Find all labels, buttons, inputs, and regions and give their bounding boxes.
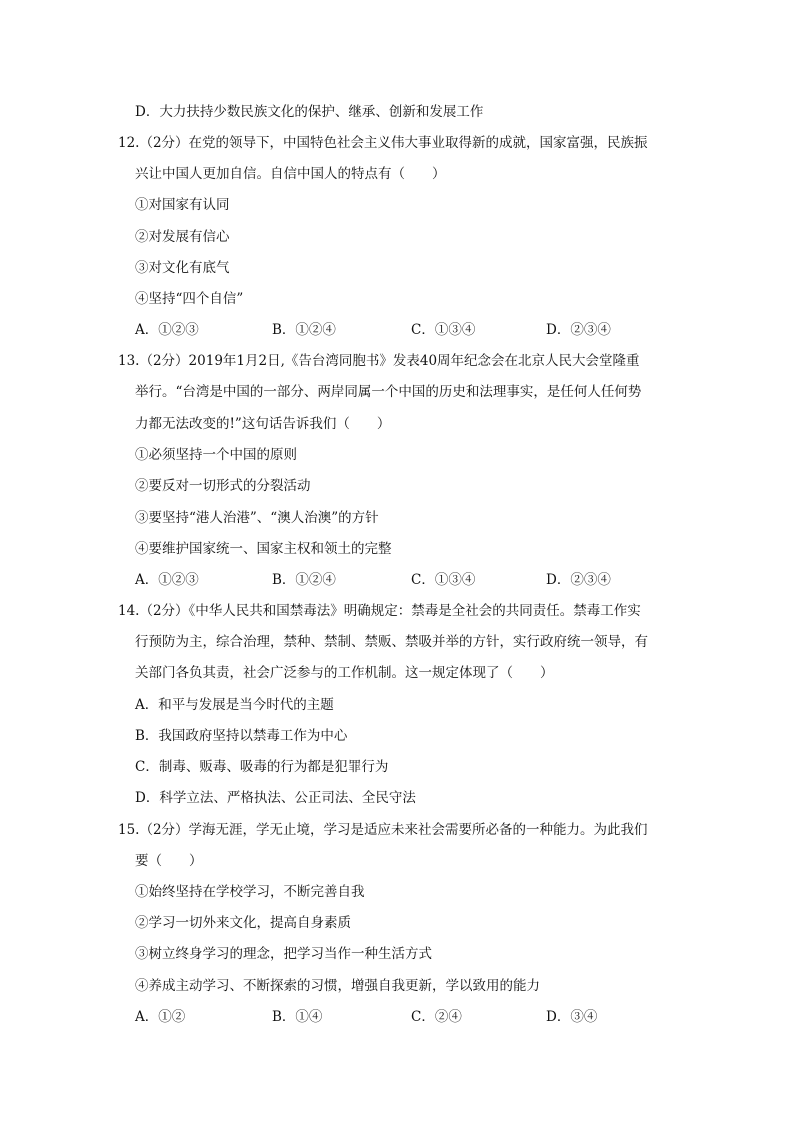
q12-option-c: C．①③④: [411, 322, 476, 338]
q13-item-4: ④要维护国家统一、国家主权和领土的完整: [135, 541, 392, 557]
q13-item-2: ②要反对一切形式的分裂活动: [135, 478, 311, 494]
q15-item-1: ①始终坚持在学校学习，不断完善自我: [135, 884, 365, 900]
q13-option-b: B．①②④: [272, 572, 336, 588]
q15-option-a: A．①②: [135, 1009, 186, 1025]
prev-question-option-d: D．大力扶持少数民族文化的保护、继承、创新和发展工作: [135, 104, 484, 120]
q13-option-a: A．①②③: [135, 572, 199, 588]
q15-item-4: ④养成主动学习、不断探索的习惯，增强自我更新，学以致用的能力: [135, 978, 540, 994]
q15-option-d: D．③④: [546, 1009, 598, 1025]
q12-item-1: ①对国家有认同: [135, 197, 230, 213]
q15-stem-line1: 15.（2分）学海无涯，学无止境，学习是适应未来社会需要所必备的一种能力。为此我们: [118, 822, 648, 838]
q12-stem-line1: 12.（2分）在党的领导下，中国特色社会主义伟大事业取得新的成就，国家富强，民族振: [118, 135, 648, 151]
q13-stem-line3: 力都无法改变的!”这句话告诉我们（ ）: [135, 416, 391, 432]
q15-option-b: B．①④: [272, 1009, 323, 1025]
q13-stem-line2: 举行。“台湾是中国的一部分、两岸同属一个中国的历史和法理事实，是任何人任何势: [135, 384, 642, 400]
q15-item-2: ②学习一切外来文化，提高自身素质: [135, 915, 351, 931]
q13-option-d: D．②③④: [546, 572, 611, 588]
q14-option-d: D．科学立法、严格执法、公正司法、全民守法: [135, 790, 416, 806]
q12-item-3: ③对文化有底气: [135, 260, 230, 276]
q13-stem-line1: 13.（2分）2019年1月2日,《告台湾同胞书》发表40周年纪念会在北京人民大会堂隆重: [118, 353, 640, 369]
q12-item-2: ②对发展有信心: [135, 229, 230, 245]
q14-stem-line2: 行预防为主，综合治理，禁种、禁制、禁贩、禁吸并举的方针，实行政府统一领导，有: [135, 634, 648, 650]
q12-option-d: D．②③④: [546, 322, 611, 338]
q13-option-c: C．①③④: [411, 572, 476, 588]
q14-option-a: A．和平与发展是当今时代的主题: [135, 697, 334, 713]
q14-option-c: C．制毒、贩毒、吸毒的行为都是犯罪行为: [135, 759, 389, 775]
q12-item-4: ④坚持“四个自信”: [135, 291, 244, 307]
q12-option-b: B．①②④: [272, 322, 336, 338]
q14-stem-line1: 14.（2分）《中华人民共和国禁毒法》明确规定：禁毒是全社会的共同责任。禁毒工作实: [118, 603, 641, 619]
q12-option-a: A．①②③: [135, 322, 199, 338]
q15-stem-line2: 要（ ）: [135, 853, 203, 869]
q13-item-1: ①必须坚持一个中国的原则: [135, 447, 297, 463]
q15-item-3: ③树立终身学习的理念，把学习当作一种生活方式: [135, 946, 432, 962]
q12-stem-line2: 兴让中国人更加自信。自信中国人的特点有（ ）: [135, 166, 446, 182]
q14-option-b: B．我国政府坚持以禁毒工作为中心: [135, 728, 348, 744]
q14-stem-line3: 关部门各负其责，社会广泛参与的工作机制。这一规定体现了（ ）: [135, 665, 554, 681]
q15-option-c: C．②④: [411, 1009, 462, 1025]
q13-item-3: ③要坚持“港人治港”、“澳人治澳”的方针: [135, 510, 379, 526]
